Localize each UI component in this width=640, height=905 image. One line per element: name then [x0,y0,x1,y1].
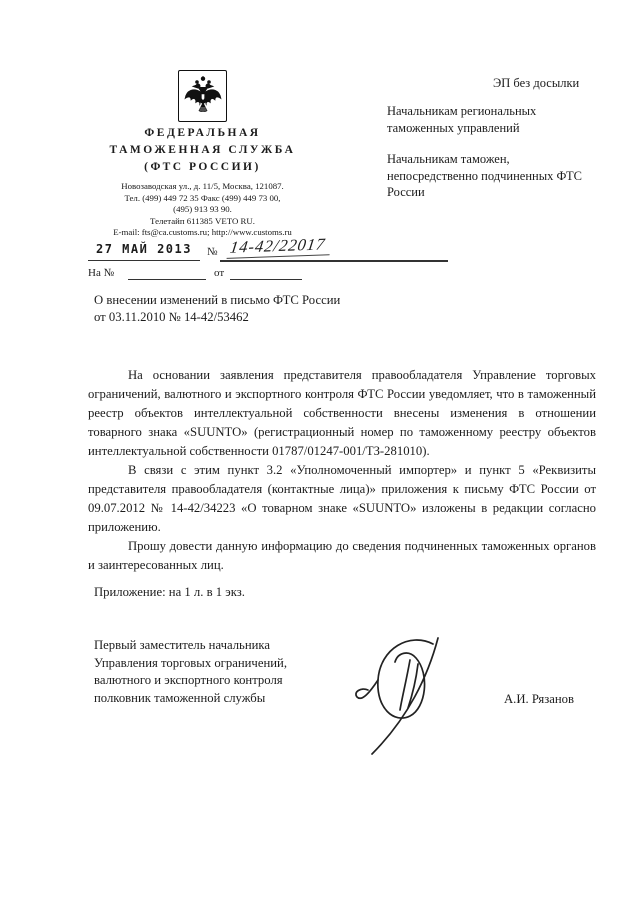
reference-row-date-number [88,234,363,264]
org-address-block [70,181,335,239]
outgoing-number-line [220,236,448,262]
reply-number-blank [128,265,206,280]
phone-line2: (495) 913 93 90. [173,204,232,214]
coat-of-arms-frame [178,70,227,122]
org-name-line1: ФЕДЕРАЛЬНАЯ [144,127,261,139]
number-sign: № [207,246,218,258]
signer-position-line1: Первый заместитель начальника [94,638,271,652]
signer-position-line3: валютного и экспортного контроля [94,673,283,687]
reference-row-reply [88,265,363,283]
reply-from-label: от [214,267,225,279]
signer-name: А.И. Рязанов [504,692,575,706]
signer-position-line2: Управления торговых ограничений, [94,655,287,670]
handwritten-signature [348,630,478,760]
reply-date-blank [230,265,302,280]
org-abbreviation: (ФТС РОССИИ) [144,161,261,173]
outgoing-number-handwritten: 14-42/22017 [227,234,333,259]
letterhead [70,70,335,239]
date-stamp: 27 МАЙ 2013 [88,240,200,261]
teletype-line: Телетайп 611385 VETO RU. [150,215,255,226]
attachment-note: Приложение: на 1 л. в 1 экз. [94,585,245,599]
address-line: Новозаводская ул., д. 11/5, Москва, 121087. [121,181,284,191]
org-name-line2: ТАМОЖЕННАЯ СЛУЖБА [109,144,296,156]
signature-icon [348,630,478,760]
addressee-group-2: Начальникам таможен, непосредственно подчиненных ФТС России [387,152,583,199]
delivery-method-note: ЭП без досылки [493,76,580,90]
signer-position-block [94,637,344,707]
addressee-group-1: Начальникам региональных таможенных управлений [387,104,537,135]
double-headed-eagle-icon [183,74,223,118]
subject-line: О внесении изменений в письмо ФТС России от 03.11.2010 № 14-42/53462 [94,293,341,324]
letter-body [88,366,596,575]
phone-line: Тел. (499) 449 72 35 Факс (499) 449 73 00, [124,192,281,203]
body-paragraph-3: Прошу довести данную информацию до сведения подчиненных таможенных органов и заинтересованных лиц. [88,539,596,572]
email-web-line: E-mail: fts@ca.customs.ru; http://www.customs.ru [113,227,292,237]
body-paragraph-1: На основании заявления представителя правообладателя Управление торговых ограничений, валютного и экспортного контроля ФТС России уведомляет, что в таможенный реестр объектов интеллектуальной собственности внесены изменения в отношении товарного знака «SUUNTO» (регистрационный номер по таможенному реестру объектов интеллектуальной собственности 01787/01247-001/ТЗ-281010). [88,368,596,458]
reply-to-label: На № [88,267,115,279]
body-paragraph-2: В связи с этим пункт 3.2 «Уполномоченный импортер» и пункт 5 «Реквизиты представителя правообладателя (контактные лица)» приложения к письму ФТС России от 09.07.2012 № 14-42/34223 «О товарном знаке «SUUNTO» изложены в редакции согласно приложению. [88,463,596,534]
signer-position-line4: полковник таможенной службы [94,690,266,705]
